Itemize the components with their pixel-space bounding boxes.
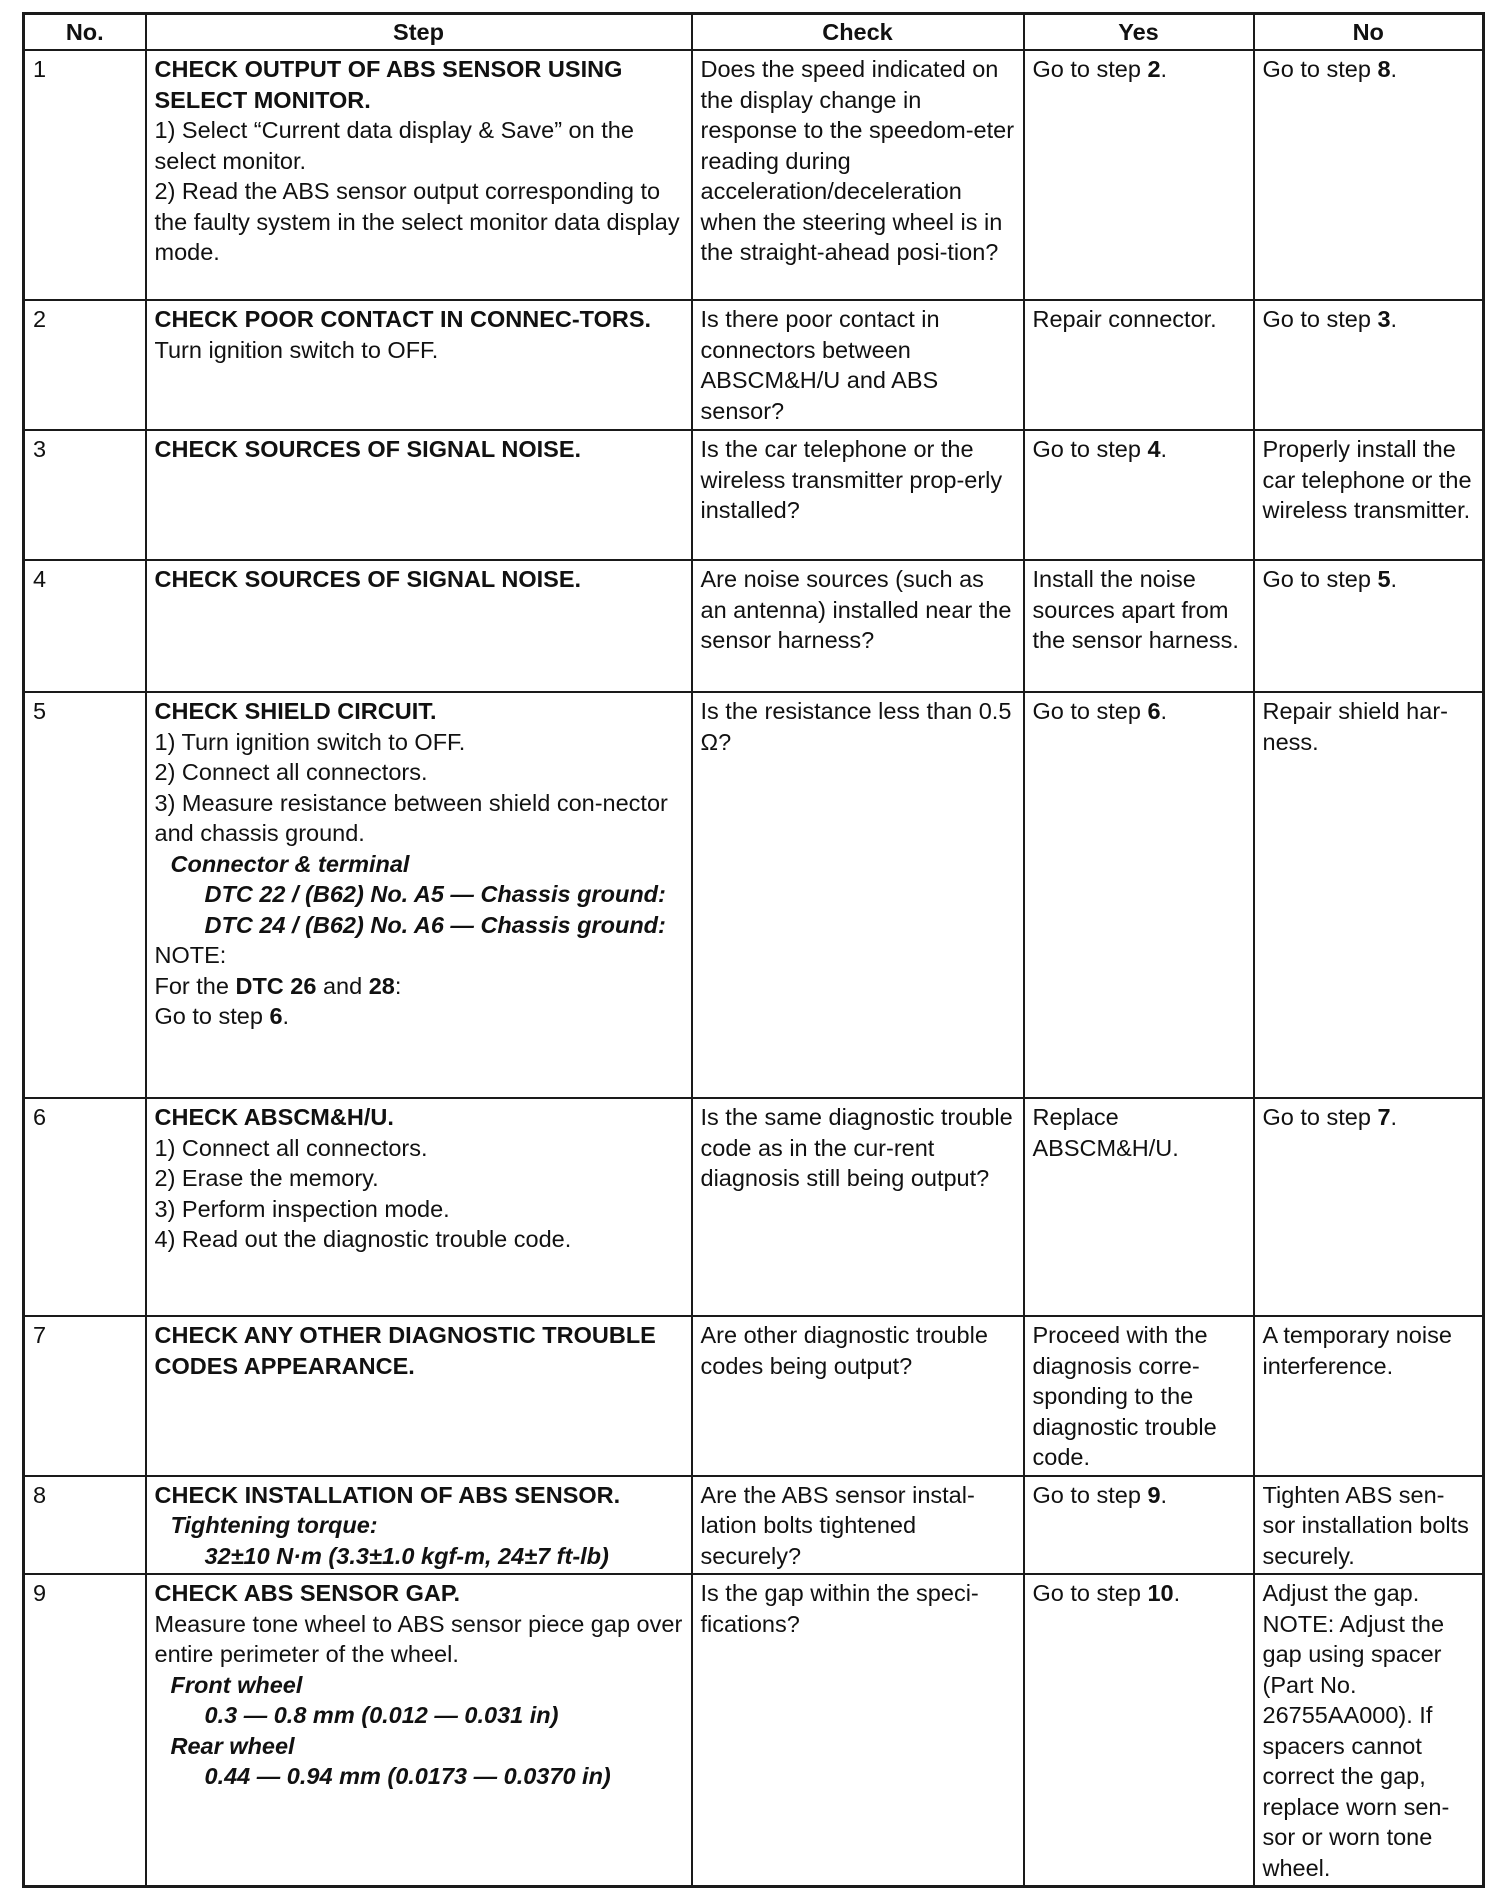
step-title: CHECK POOR CONTACT IN CONNEC-TORS. bbox=[154, 306, 652, 332]
step-title: CHECK SOURCES OF SIGNAL NOISE. bbox=[154, 566, 582, 592]
note-and: and bbox=[316, 972, 369, 999]
step-title: CHECK ABSCM&H/U. bbox=[154, 1104, 394, 1130]
step-number: 5 bbox=[24, 692, 146, 1098]
yes-step-number: 9 bbox=[1147, 1481, 1161, 1508]
step-number: 1 bbox=[24, 50, 146, 300]
no-text: Go to step bbox=[1262, 566, 1378, 592]
check-cell: Does the speed indicated on the display change in response to the speedom-eter reading during acceleration/deceleration when the steering wheel is in the straight-ahead posi-tion? bbox=[692, 50, 1024, 300]
step-line: 2) Connect all connectors. bbox=[154, 759, 428, 785]
step-line: 1) Turn ignition switch to OFF. bbox=[154, 728, 466, 755]
step-line: 4) Read out the diagnostic trouble code. bbox=[154, 1226, 572, 1252]
step-title: CHECK SHIELD CIRCUIT. bbox=[154, 698, 437, 724]
yes-cell: Install the noise sources apart from the sensor harness. bbox=[1024, 560, 1254, 692]
no-cell: Go to step 7. bbox=[1254, 1098, 1484, 1316]
rear-wheel-label: Rear wheel bbox=[170, 1732, 295, 1759]
step-line: 1) Select “Current data display & Save” on the select monitor. bbox=[154, 117, 634, 174]
spec-item: 32±10 N·m (3.3±1.0 kgf-m, 24±7 ft-lb) bbox=[204, 1542, 609, 1569]
note-goto-text: Go to step bbox=[154, 1003, 270, 1029]
yes-text: Go to step bbox=[1032, 1481, 1148, 1508]
no-cell: Adjust the gap. NOTE: Adjust the gap using spacer (Part No. 26755AA000). If spacers cannot correct the gap, replace worn sen-sor or worn tone wheel. bbox=[1254, 1574, 1484, 1887]
no-cell: Properly install the car telephone or the wireless transmitter. bbox=[1254, 430, 1484, 560]
note-label: NOTE: bbox=[154, 942, 227, 968]
table-row bbox=[24, 430, 1484, 560]
note-dtc-28: 28 bbox=[368, 972, 395, 999]
step-cell bbox=[146, 430, 692, 560]
no-cell: Repair shield har-ness. bbox=[1254, 692, 1484, 1098]
step-number: 9 bbox=[24, 1574, 146, 1887]
step-number: 3 bbox=[24, 430, 146, 560]
note-pre: For the bbox=[154, 972, 236, 999]
no-text: Go to step bbox=[1262, 56, 1378, 82]
header-no-result: No bbox=[1254, 14, 1484, 51]
step-number: 6 bbox=[24, 1098, 146, 1316]
check-cell: Is the car telephone or the wireless transmitter prop-erly installed? bbox=[692, 430, 1024, 560]
no-cell: Go to step 5. bbox=[1254, 560, 1484, 692]
front-wheel-label: Front wheel bbox=[170, 1671, 303, 1698]
check-cell: Are noise sources (such as an antenna) installed near the sensor harness? bbox=[692, 560, 1024, 692]
yes-text: Go to step bbox=[1032, 698, 1148, 724]
no-step-number: 5 bbox=[1377, 566, 1391, 592]
rear-wheel-value: 0.44 — 0.94 mm (0.0173 — 0.0370 in) bbox=[204, 1763, 611, 1789]
spec-item: DTC 24 / (B62) No. A6 — Chassis ground: bbox=[204, 911, 666, 938]
no-cell: Go to step 8. bbox=[1254, 50, 1484, 300]
step-line: 3) Perform inspection mode. bbox=[154, 1195, 450, 1222]
step-title: CHECK OUTPUT OF ABS SENSOR USING SELECT MONITOR. bbox=[154, 56, 623, 113]
step-cell bbox=[146, 1476, 692, 1575]
spec-label: Tightening torque: bbox=[170, 1512, 378, 1538]
yes-cell: Go to step 2. bbox=[1024, 50, 1254, 300]
step-cell bbox=[146, 1316, 692, 1476]
step-cell bbox=[146, 1098, 692, 1316]
spec-label: Connector & terminal bbox=[170, 850, 410, 877]
yes-cell: Go to step 4. bbox=[1024, 430, 1254, 560]
spec-item: DTC 22 / (B62) No. A5 — Chassis ground: bbox=[204, 881, 666, 907]
step-cell bbox=[146, 50, 692, 300]
header-no: No. bbox=[24, 14, 146, 51]
yes-text: Go to step bbox=[1032, 436, 1148, 462]
check-cell: Is there poor contact in connectors between ABSCM&H/U and ABS sensor? bbox=[692, 300, 1024, 430]
step-cell bbox=[146, 560, 692, 692]
diagnostic-table bbox=[22, 12, 1485, 1888]
step-number: 2 bbox=[24, 300, 146, 430]
no-text: Go to step bbox=[1262, 306, 1378, 332]
table-row bbox=[24, 692, 1484, 1098]
step-title: CHECK ANY OTHER DIAGNOSTIC TROUBLE CODES APPEARANCE. bbox=[154, 1322, 656, 1379]
yes-step-number: 4 bbox=[1147, 436, 1161, 462]
header-check: Check bbox=[692, 14, 1024, 51]
table-row bbox=[24, 1476, 1484, 1575]
yes-cell: Proceed with the diagnosis corre-sponding to the diagnostic trouble code. bbox=[1024, 1316, 1254, 1476]
yes-cell: Go to step 10. bbox=[1024, 1574, 1254, 1887]
yes-text: Go to step bbox=[1032, 1580, 1148, 1606]
yes-cell: Go to step 6. bbox=[1024, 692, 1254, 1098]
table-row bbox=[24, 1316, 1484, 1476]
yes-step-number: 6 bbox=[1147, 698, 1161, 724]
note-dtc: DTC 26 bbox=[235, 972, 317, 999]
step-title: CHECK ABS SENSOR GAP. bbox=[154, 1580, 461, 1606]
table-row bbox=[24, 1098, 1484, 1316]
no-cell: Tighten ABS sen-sor installation bolts securely. bbox=[1254, 1476, 1484, 1575]
table-row bbox=[24, 560, 1484, 692]
note-colon: : bbox=[394, 972, 402, 999]
step-line: Turn ignition switch to OFF. bbox=[154, 336, 439, 363]
step-title: CHECK INSTALLATION OF ABS SENSOR. bbox=[154, 1481, 621, 1508]
no-cell: Go to step 3. bbox=[1254, 300, 1484, 430]
yes-cell: Go to step 9. bbox=[1024, 1476, 1254, 1575]
yes-step-number: 2 bbox=[1147, 56, 1161, 82]
yes-text: Go to step bbox=[1032, 56, 1148, 82]
header-yes: Yes bbox=[1024, 14, 1254, 51]
no-cell: A temporary noise interference. bbox=[1254, 1316, 1484, 1476]
step-line: 2) Erase the memory. bbox=[154, 1165, 379, 1191]
step-line: Measure tone wheel to ABS sensor piece gap over entire perimeter of the wheel. bbox=[154, 1610, 683, 1667]
table-row bbox=[24, 1574, 1484, 1887]
no-step-number: 3 bbox=[1377, 306, 1391, 332]
note-text bbox=[155, 971, 683, 1002]
diagnostic-table-page bbox=[22, 12, 1482, 1888]
no-text: Go to step bbox=[1262, 1104, 1378, 1130]
check-cell: Are other diagnostic trouble codes being output? bbox=[692, 1316, 1024, 1476]
note-goto-number: 6 bbox=[269, 1003, 283, 1029]
note-dot: . bbox=[282, 1003, 290, 1029]
check-cell: Are the ABS sensor instal-lation bolts tightened securely? bbox=[692, 1476, 1024, 1575]
step-title: CHECK SOURCES OF SIGNAL NOISE. bbox=[154, 436, 582, 462]
yes-cell: Repair connector. bbox=[1024, 300, 1254, 430]
step-line: 1) Connect all connectors. bbox=[154, 1134, 428, 1161]
yes-cell: Replace ABSCM&H/U. bbox=[1024, 1098, 1254, 1316]
step-cell bbox=[146, 300, 692, 430]
no-step-number: 8 bbox=[1377, 56, 1391, 82]
table-row bbox=[24, 300, 1484, 430]
step-cell bbox=[146, 1574, 692, 1887]
no-step-number: 7 bbox=[1377, 1104, 1391, 1130]
step-number: 7 bbox=[24, 1316, 146, 1476]
header-step: Step bbox=[146, 14, 692, 51]
step-line: 2) Read the ABS sensor output corresponding to the faulty system in the select monitor data display mode. bbox=[154, 178, 680, 265]
check-cell: Is the gap within the speci-fications? bbox=[692, 1574, 1024, 1887]
front-wheel-value: 0.3 — 0.8 mm (0.012 — 0.031 in) bbox=[204, 1702, 559, 1728]
header-row bbox=[24, 14, 1484, 51]
step-line: 3) Measure resistance between shield con-nector and chassis ground. bbox=[154, 789, 668, 846]
step-cell bbox=[146, 692, 692, 1098]
yes-step-number: 10 bbox=[1147, 1580, 1174, 1606]
step-number: 8 bbox=[24, 1476, 146, 1575]
step-number: 4 bbox=[24, 560, 146, 692]
note-goto bbox=[155, 1001, 683, 1032]
table-row bbox=[24, 50, 1484, 300]
check-cell: Is the same diagnostic trouble code as in the cur-rent diagnosis still being output? bbox=[692, 1098, 1024, 1316]
check-cell: Is the resistance less than 0.5 Ω? bbox=[692, 692, 1024, 1098]
